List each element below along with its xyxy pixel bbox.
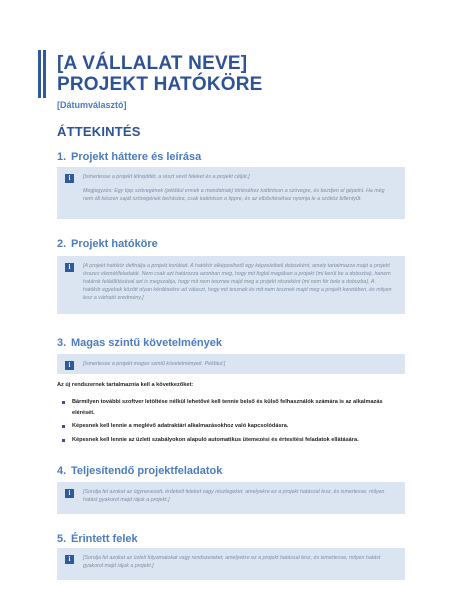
section-title: Teljesítendő projektfeladatok bbox=[71, 465, 223, 477]
section-number: 3. bbox=[57, 337, 67, 349]
title-rule-inner bbox=[43, 50, 46, 98]
requirements-list bbox=[62, 397, 402, 448]
tip-note-4[interactable] bbox=[57, 482, 405, 514]
section-heading-5 bbox=[57, 533, 138, 545]
section-heading-1 bbox=[57, 151, 201, 163]
tip-note-5[interactable] bbox=[57, 548, 405, 580]
info-icon: i bbox=[65, 489, 74, 498]
section-title: Projekt hatóköre bbox=[71, 238, 158, 250]
tip-text: [Ismertesse a projekt létrejöttét, a részt vevő feleket és a projekt célját.] bbox=[83, 174, 250, 180]
section-title: Projekt háttere és leírása bbox=[71, 151, 202, 163]
info-icon: i bbox=[65, 263, 74, 272]
tip-text: [Sorolja fel azokat az úgynevezett, érdekelt feleket vagy részlegeket, amelyekre ez a projekt hatással lesz, és ismertesse, milyen hatást gyakorol majd rájuk a projekt.] bbox=[83, 489, 385, 503]
section-title: Magas szintű követelmények bbox=[71, 337, 223, 349]
company-name[interactable]: [A VÁLLALAT NEVE] bbox=[57, 53, 248, 74]
section-number: 5. bbox=[57, 533, 67, 545]
tip-text: [A projekt hatókör definálja a projekt korlátait. A hatókör elképzelhető egy képzeletbeli dobozként, amely tartalmazza majd a projekt összes elemét/feladatát. Nem csak azt határozza azonban meg, hogy mit foglal magában a projekt (mi kerül be a dobozba), hanem határok feláállításával azt is megszabja, hogy mit nem teszneк majd meg a projekt részeként (mi nem fér bele a dobozba). A hatókör egyebek között olyan kérdésekre ad választ, hogy mit tesznek és mit nem tesznek majd meg a projekt keretében, és milyen lesz a várható eredmény.] bbox=[83, 263, 392, 301]
list-item: Bármilyen további szoftver letöltése nélkül lehetővé kell tennie belső és külső felhasználók számára is az alkalmazás elérését. bbox=[62, 397, 402, 418]
list-item: Képesnek kell lennie a meglévő adatraktári alkalmazásokhoz való kapcsolódásra. bbox=[62, 421, 402, 432]
section-number: 2. bbox=[57, 238, 67, 250]
overview-heading: ÁTTEKINTÉS bbox=[57, 124, 141, 139]
tip-note-1[interactable] bbox=[57, 167, 405, 219]
tip-text: [Ismertesse a projekt magas szintű követelményeit. Például:] bbox=[83, 361, 226, 367]
title-rule-outer bbox=[38, 50, 41, 98]
tip-note-3[interactable] bbox=[57, 354, 405, 374]
tip-note-2[interactable] bbox=[57, 256, 405, 314]
tip-text: Megjegyzés: Egy tipp szövegének (például ennek a mondatnak) törléséhez kattintson a szövegre, és kezdjen el gépelni. Ha még nem áll készen saját szövegének beírására, csak kattintson a tippre, és az elbővítéséhez nyomja le a szóköz billentyűt. bbox=[83, 188, 385, 202]
info-icon: i bbox=[65, 555, 74, 564]
tip-text: [Sorolja fel azokat az üzleti folyamatokat vagy rendszereket, amelyekre ez a projekt hatással lesz, és ismertesse, milyen hatást gyakorol majd rájuk a projekt.] bbox=[83, 555, 381, 569]
date-picker[interactable]: [Dátumválasztó] bbox=[57, 100, 127, 110]
info-icon: i bbox=[65, 361, 74, 370]
document-title[interactable]: PROJEKT HATÓKÖRE bbox=[57, 74, 263, 95]
section-heading-2 bbox=[57, 238, 158, 250]
section-title: Érintett felek bbox=[71, 533, 138, 545]
requirements-intro: Az új rendszernek tartalmaznia kell a következőket: bbox=[57, 382, 194, 388]
section-heading-4 bbox=[57, 465, 222, 477]
list-item: Képesnek kell lennie az üzleti szabályokon alapuló automatikus ütemezési és értesítési feladatok ellátására. bbox=[62, 435, 402, 446]
section-heading-3 bbox=[57, 337, 222, 349]
section-number: 4. bbox=[57, 465, 67, 477]
section-number: 1. bbox=[57, 151, 67, 163]
info-icon: i bbox=[65, 174, 74, 183]
